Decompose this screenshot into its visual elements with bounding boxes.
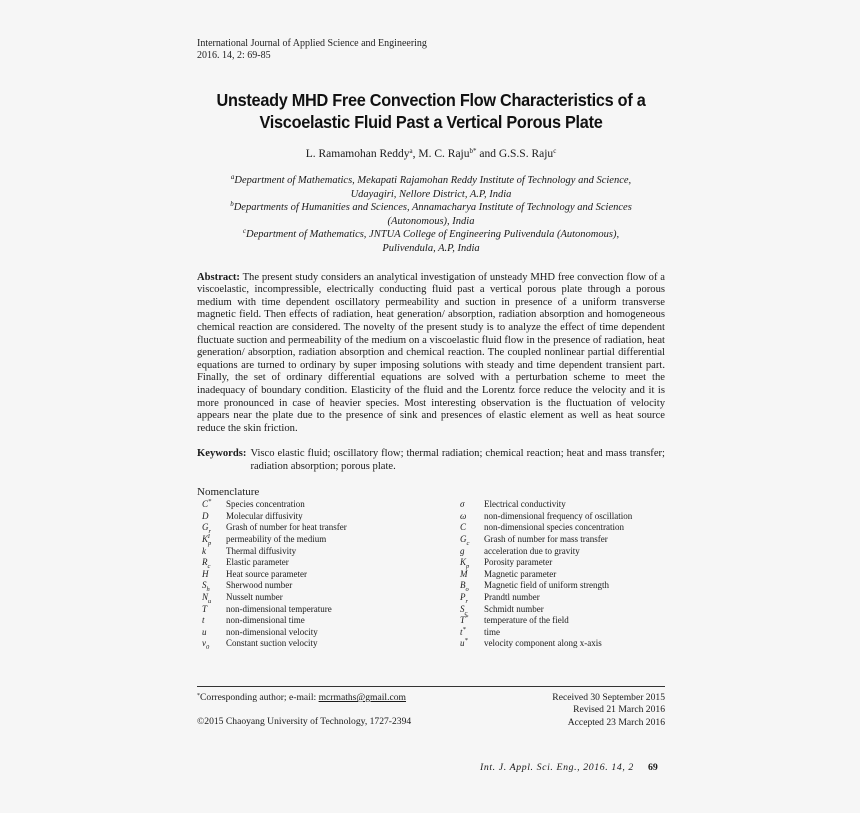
affiliation-a [197,174,665,201]
symbol-base: H [202,568,209,579]
nomenclature-symbol [197,546,226,558]
nomenclature-symbol [197,604,226,616]
nomenclature-description: Elastic parameter [226,557,289,568]
nomenclature-symbol [197,557,226,569]
symbol-base: t [460,626,463,637]
nomenclature-row [455,557,665,569]
nomenclature-description: Nusselt number [226,592,283,603]
nomenclature-row [455,604,665,616]
journal-name: International Journal of Applied Science and Engineering [197,38,427,49]
footnote-divider [197,686,665,687]
nomenclature-description: Heat source parameter [226,568,307,579]
nomenclature-symbol [197,638,226,650]
abstract [197,272,665,436]
keywords [197,447,665,473]
nomenclature-symbol [455,615,484,627]
author-affiliation-mark: c [553,147,557,155]
author-affiliation-mark: b* [469,147,477,155]
symbol-subscript: r [465,597,469,605]
author-separator: and [476,148,499,160]
author-name: M. C. Raju [418,148,470,160]
symbol-base: M [460,568,468,579]
nomenclature-description: Porosity parameter [484,557,553,568]
nomenclature-description: Molecular diffusivity [226,510,303,521]
title-line-2: Viscoelastic Fluid Past a Vertical Porous Plate [259,112,603,132]
nomenclature-row [197,592,455,604]
nomenclature-description: Schmidt number [484,603,544,614]
symbol-superscript: * [464,637,468,645]
symbol-subscript: o [465,586,469,594]
symbol-subscript: 0 [206,644,210,652]
page-number: 69 [647,762,658,773]
symbol-base: P [460,592,466,603]
publication-dates [552,692,665,729]
nomenclature-symbol [455,499,484,511]
journal-citation: Int. J. Appl. Sci. Eng., 2016. 14, 2 [480,762,634,773]
corresponding-author-note [197,692,411,704]
nomenclature-description: non-dimensional species concentration [484,522,624,533]
nomenclature-description: time [484,626,500,637]
nomenclature-row [197,546,455,558]
symbol-base: T [460,615,466,626]
nomenclature-description: permeability of the medium [226,534,327,545]
nomenclature-row [197,638,455,650]
symbol-base: v [202,638,206,649]
nomenclature-description: Electrical conductivity [484,499,566,510]
nomenclature-column-right [455,499,665,650]
nomenclature-symbol [455,511,484,523]
footnote-left [197,692,411,728]
nomenclature-row [197,499,455,511]
affiliation-text: (Autonomous), India [387,215,475,227]
page-footer [480,762,658,774]
keywords-text: Visco elastic fluid; oscillatory flow; thermal radiation; chemical reaction; heat and mass transfer; radiation absorption; porous plate. [250,448,665,473]
accepted-date: Accepted 23 March 2016 [567,716,665,728]
symbol-superscript: * [462,625,466,633]
nomenclature-description: non-dimensional velocity [226,626,318,637]
nomenclature-symbol [455,627,484,639]
nomenclature-row [455,522,665,534]
symbol-base: G [460,534,467,545]
nomenclature-symbol [455,557,484,569]
nomenclature-symbol [455,546,484,558]
affiliation-text: Pulivendula, A.P, India [382,242,480,254]
nomenclature-row [455,499,665,511]
nomenclature-row [455,511,665,523]
symbol-base: u [202,626,207,637]
symbol-subscript: h [206,586,210,594]
symbol-subscript: u [208,597,212,605]
nomenclature-symbol [455,580,484,592]
symbol-base: S [202,580,207,591]
nomenclature-description: non-dimensional time [226,615,305,626]
symbol-subscript: c [466,539,470,547]
footnote-mark: * [197,693,200,699]
symbol-subscript: p [208,539,212,547]
nomenclature-description: temperature of the field [484,615,569,626]
symbol-subscript: r [208,528,212,536]
abstract-label: Abstract: [197,271,240,283]
nomenclature-description: velocity component along x-axis [484,638,602,649]
nomenclature-symbol [455,638,484,650]
nomenclature-heading: Nomenclature [197,486,260,499]
symbol-subscript: c [464,609,468,617]
nomenclature-row [455,569,665,581]
nomenclature-symbol [197,615,226,627]
symbol-base: R [202,557,208,568]
symbol-base: C [202,499,209,510]
revised-date: Revised 21 March 2016 [573,704,665,716]
nomenclature-symbol [455,604,484,616]
nomenclature-row [197,627,455,639]
paper-page [197,38,665,650]
author-list [197,147,665,161]
nomenclature-table [197,499,665,650]
symbol-base: t [202,615,205,626]
abstract-text: The present study considers an analytical investigation of unsteady MHD free convection flow of a viscoelastic, incompressible, electrically conducting fluid past a vertical porous plate through a porous medium with time dependent oscillatory permeability and suction in presence of a uniform transverse magnetic field. Then effects of radiation, heat generation/ absorption, radiation absorption and homogeneous chemical reaction are considered. The novelty of the present study is to analyze the effect of time dependent fluctuate suction and permeability of the medium on a viscoelastic fluid flow in the presence of radiation, heat generation/ absorption, radiation absorption and chemical reaction. The coupled nonlinear partial differential equations are turned to ordinary by super imposing solutions with steady and time dependent transient part. Finally, the set of ordinary differential equations are solved with a perturbation scheme to meet the inadequacy of boundary condition. Elasticity of the fluid and the Lorentz force reduce the velocity and it is more pronounced in case of heavier species. Most interesting observation is the fluctuation of velocity appears near the plate due to the presence of sink and presences of elastic element as well as heat source reduce the skin friction. [197,271,665,434]
symbol-base: G [202,522,209,533]
paper-title [213,89,648,133]
symbol-base: u [460,638,465,649]
nomenclature-description: non-dimensional temperature [226,603,332,614]
nomenclature [197,486,665,650]
affiliation-mark: b [230,200,234,209]
symbol-base: K [460,557,467,568]
affiliation-c [197,228,665,255]
affiliation-text: Department of Mathematics, Mekapati Rajamohan Reddy Institute of Technology and Science, [234,175,632,186]
nomenclature-description: Species concentration [226,499,305,510]
journal-volume-info: 2016. 14, 2: 69-85 [197,50,271,61]
nomenclature-description: Grash of number for mass transfer [484,534,608,545]
author-name: L. Ramamohan Reddy [305,148,410,160]
nomenclature-row [197,615,455,627]
title-line-1: Unsteady MHD Free Convection Flow Characteristics of a [216,90,646,110]
nomenclature-row [455,627,665,639]
nomenclature-row [197,522,455,534]
nomenclature-description: Thermal diffusivity [226,545,297,556]
nomenclature-row [455,580,665,592]
journal-header [197,38,665,62]
nomenclature-symbol [197,627,226,639]
nomenclature-symbol [455,522,484,534]
copyright-notice: ©2015 Chaoyang University of Technology, 1727-2394 [197,716,412,727]
symbol-base: g [460,545,465,556]
keywords-label: Keywords: [197,448,247,460]
author-affiliation-mark: a [409,147,413,155]
symbol-superscript: 1 [207,533,211,541]
affiliation-list [197,174,665,256]
symbol-superscript: * [208,498,212,506]
nomenclature-symbol [197,511,226,523]
nomenclature-description: non-dimensional frequency of oscillation [484,510,633,521]
nomenclature-row [455,592,665,604]
affiliation-text: Department of Mathematics, JNTUA College of Engineering Pulivendula (Autonomous), [246,229,620,241]
symbol-base: T [202,603,208,614]
nomenclature-description: Constant suction velocity [226,638,318,649]
nomenclature-row [197,580,455,592]
nomenclature-row [197,569,455,581]
nomenclature-column-left [197,499,455,650]
nomenclature-symbol [197,592,226,604]
symbol-base: k [202,545,206,556]
symbol-base: σ [460,499,465,510]
symbol-base: K [202,534,209,545]
nomenclature-symbol [455,592,484,604]
symbol-subscript: p [466,563,470,571]
author-email-link[interactable]: mcrmaths@gmail.com [318,692,407,703]
nomenclature-row [197,534,455,546]
affiliation-b [197,201,665,228]
nomenclature-row [197,557,455,569]
nomenclature-description: Magnetic parameter [484,568,557,579]
received-date: Received 30 September 2015 [552,692,665,703]
nomenclature-description: acceleration due to gravity [484,545,580,556]
nomenclature-symbol [455,569,484,581]
nomenclature-description: Prandtl number [484,592,540,603]
symbol-base: N [202,592,209,603]
affiliation-mark: c [242,227,246,236]
nomenclature-symbol [197,499,226,511]
nomenclature-symbol [197,522,226,534]
symbol-base: S [460,603,465,614]
symbol-superscript: * [465,614,469,622]
nomenclature-row [455,534,665,546]
nomenclature-symbol [197,580,226,592]
corresponding-label: Corresponding author; e-mail: [200,692,319,703]
symbol-base: ω [460,510,467,521]
symbol-base: C [460,522,467,533]
affiliation-mark: a [230,173,235,181]
affiliation-text: Udayagiri, Nellore District, A.P, India [350,188,512,200]
affiliation-text: Departments of Humanities and Sciences, Annamacharya Institute of Technology and Sciences [233,202,632,214]
nomenclature-symbol [455,534,484,546]
author-separator: , [412,148,419,160]
nomenclature-symbol [197,569,226,581]
nomenclature-row [455,546,665,558]
nomenclature-row [197,604,455,616]
symbol-base: D [202,510,209,521]
nomenclature-row [197,511,455,523]
nomenclature-row [455,638,665,650]
nomenclature-row [455,615,665,627]
symbol-subscript: c [207,563,211,571]
author-name: G.S.S. Raju [498,148,554,160]
nomenclature-symbol [197,534,226,546]
nomenclature-description: Sherwood number [226,580,293,591]
symbol-base: B [460,580,466,591]
nomenclature-description: Grash of number for heat transfer [226,522,347,533]
nomenclature-description: Magnetic field of uniform strength [484,580,609,591]
